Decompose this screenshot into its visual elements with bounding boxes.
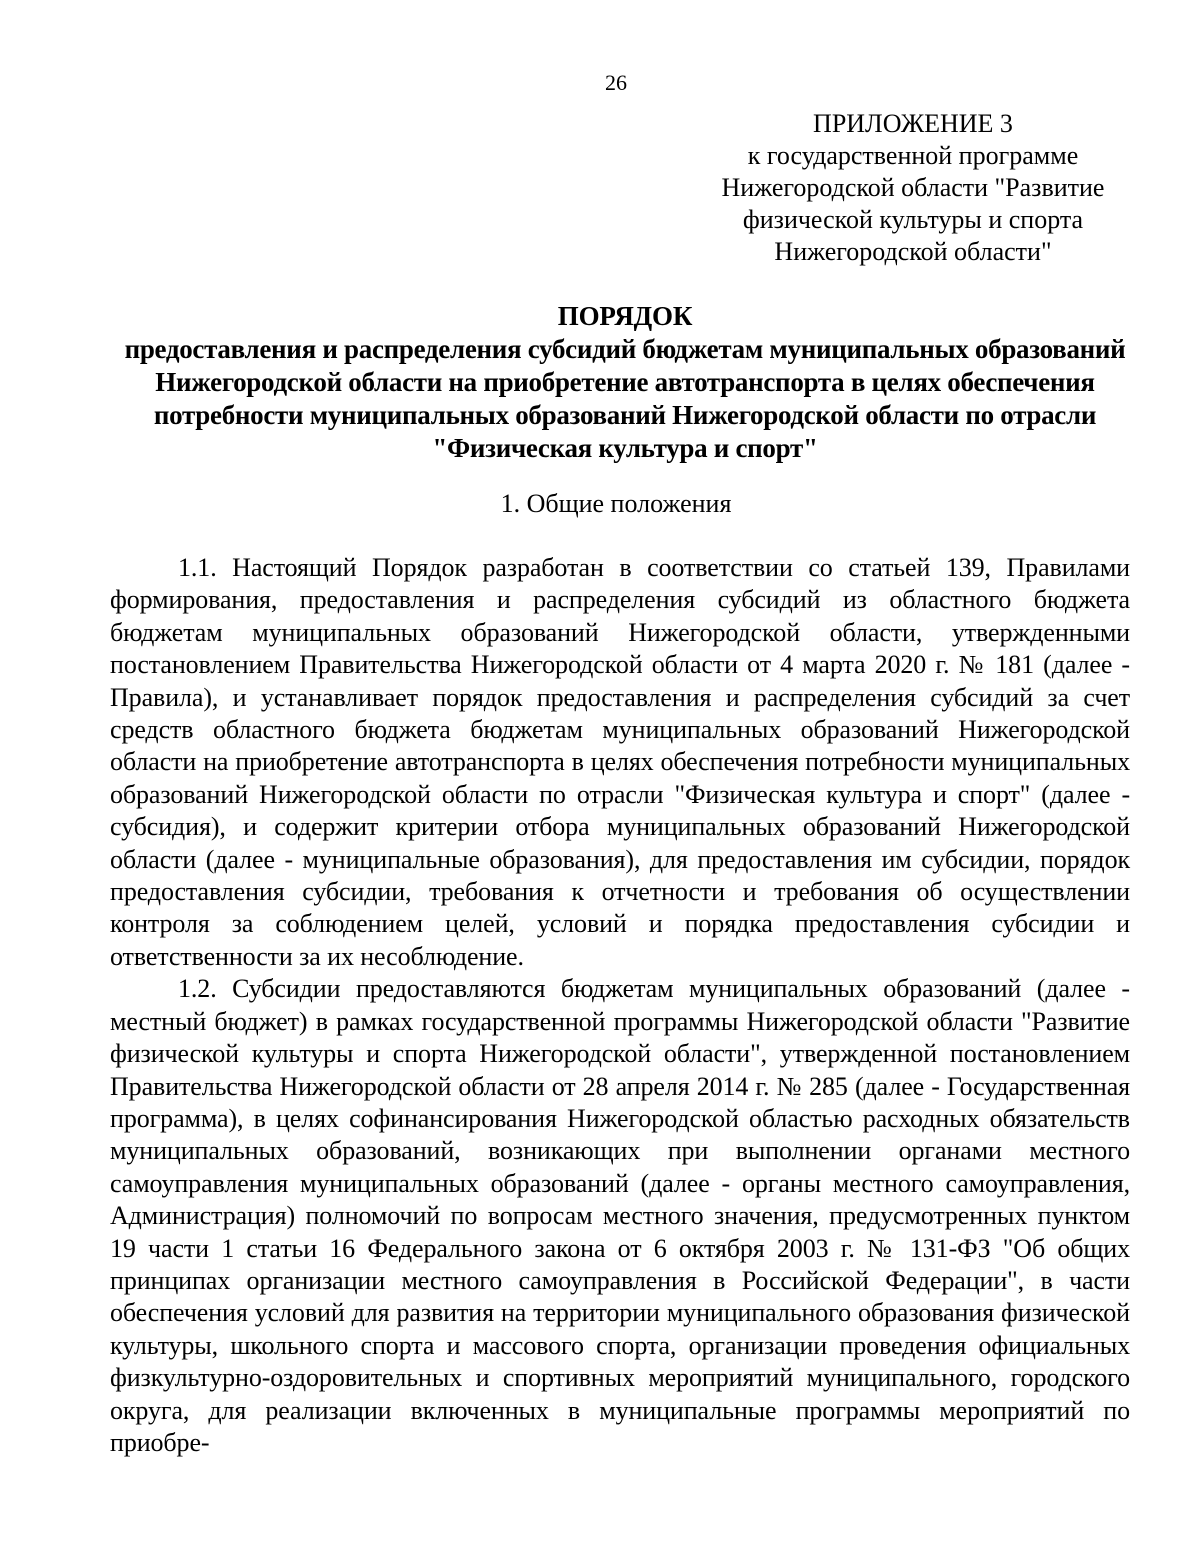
appendix-block: [697, 108, 1129, 268]
paragraph-1-2: 1.2. Субсидии предоставляются бюджетам муниципальных образований (далее - местный бюджет) в рамках государственной программы Нижегородской области "Развитие физической культуры и спорта Нижегородской области", утвержденной постановлением Правительства Нижегородской области от 28 апреля 2014 г. № 285 (далее - Государственная программа), в целях софинансирования Нижегородской областью расходных обязательств муниципальных образований, возникающих при выполнении органами местного самоуправления муниципальных образований (далее - органы местного самоуправления, Администрация) полномочий по вопросам местного значения, предусмотренных пунктом 19 части 1 статьи 16 Федерального закона от 6 октября 2003 г. № 131-ФЗ "Об общих принципах организации местного самоуправления в Российской Федерации", в части обеспечения условий для развития на территории муниципального образования физической культуры, школьного спорта и массового спорта, организации проведения официальных физкультурно-оздоровительных и спортивных мероприятий муниципального, городского округа, для реализации включенных в муниципальные программы мероприятий по приобре-: [110, 974, 1130, 1457]
order-title: ПОРЯДОК: [557, 301, 693, 331]
appendix-text: к государственной программе Нижегородской области "Развитие физической культуры и спорта Нижегородской области": [721, 141, 1105, 266]
paragraph-1-1: 1.1. Настоящий Порядок разработан в соответствии со статьей 139, Правилами формирования, предоставления и распределения субсидий из областного бюджета бюджетам муниципальных образований Нижегородской области, утвержденными постановлением Правительства Нижегородской области от 4 марта 2020 г. № 181 (далее - Правила), и устанавливает порядок предоставления и распределения субсидий за счет средств областного бюджета бюджетам муниципальных образований Нижегородской области на приобретение автотранспорта в целях обеспечения потребности муниципальных образований Нижегородской области по отрасли "Физическая культура и спорт" (далее - субсидия), и содержит критерии отбора муниципальных образований Нижегородской области (далее - муниципальные образования), для предоставления им субсидии, порядок предоставления субсидии, требования к отчетности и требования об осуществлении контроля за соблюдением целей, условий и порядка предоставления субсидии и ответственности за их несоблюдение.: [110, 553, 1130, 971]
page-number: 26: [605, 70, 627, 95]
order-subtitle: предоставления и распределения субсидий бюджетам муниципальных образований Нижегородской области на приобретение автотранспорта в целях обеспечения потребности муниципальных образований Нижегородской области по отрасли "Физическая культура и спорт": [124, 334, 1126, 463]
section-heading: 1. Общие положения: [500, 489, 732, 518]
body-text: [110, 552, 1130, 1459]
appendix-title: ПРИЛОЖЕНИЕ 3: [813, 109, 1013, 138]
